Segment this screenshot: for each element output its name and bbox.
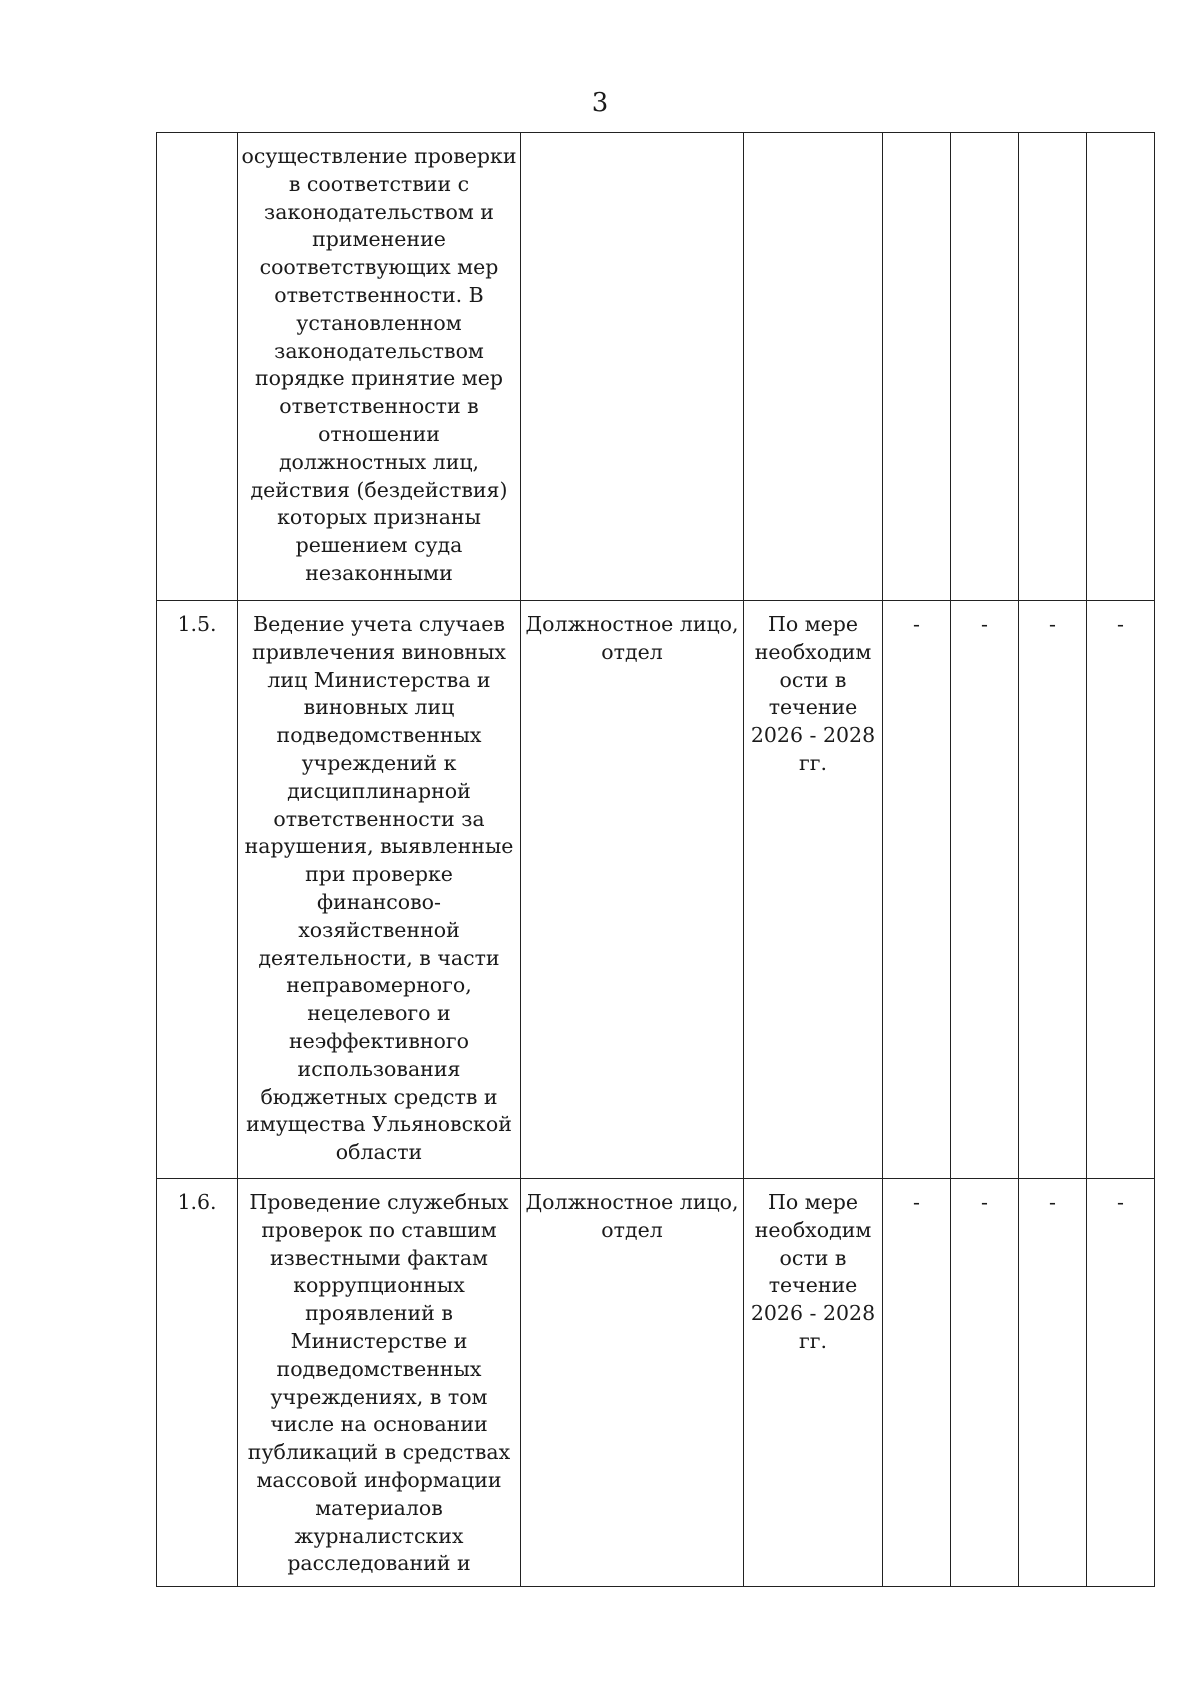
activity-cell: Ведение учета случаев привлечения виновных лиц Министерства и виновных лиц подведомственных учреждений к дисциплинарной ответственности за нарушения, выявленные при проверке финансово- хозяйственной деятельности, в части неправомерного, нецелевого и неэффективного использования бюджетных средств и имущества Ульяновской области — [238, 601, 521, 1179]
term-cell: По мере необходим ости в течение 2026 - 2028 гг. — [744, 601, 883, 1179]
measures-table — [156, 132, 1155, 1587]
term-cell — [744, 133, 883, 601]
table-row — [157, 133, 1155, 601]
table-row — [157, 601, 1155, 1179]
value-cell-3 — [1019, 133, 1087, 601]
activity-cell: Проведение служебных проверок по ставшим известными фактам коррупционных проявлений в Министерстве и подведомственных учреждениях, в том числе на основании публикаций в средствах массовой информации материалов журналистских расследований и — [238, 1179, 521, 1587]
value-cell-2: - — [951, 1179, 1019, 1587]
value-cell-1: - — [883, 1179, 951, 1587]
responsible-cell — [521, 133, 744, 601]
value-cell-1: - — [883, 601, 951, 1179]
page-number: 3 — [591, 88, 609, 118]
term-cell: По мере необходим ости в течение 2026 - 2028 гг. — [744, 1179, 883, 1587]
table-row — [157, 1179, 1155, 1587]
value-cell-4: - — [1087, 601, 1155, 1179]
value-cell-1 — [883, 133, 951, 601]
value-cell-3: - — [1019, 601, 1087, 1179]
value-cell-4: - — [1087, 1179, 1155, 1587]
value-cell-2: - — [951, 601, 1019, 1179]
row-number-cell: 1.5. — [157, 601, 238, 1179]
responsible-cell: Должностное лицо, отдел — [521, 1179, 744, 1587]
row-number-cell: 1.6. — [157, 1179, 238, 1587]
row-number-cell — [157, 133, 238, 601]
value-cell-3: - — [1019, 1179, 1087, 1587]
value-cell-2 — [951, 133, 1019, 601]
activity-cell: осуществление проверки в соответствии с законодательством и применение соответствующих мер ответственности. В установленном законодательством порядке принятие мер ответственности в отношении должностных лиц, действия (бездействия) которых признаны решением суда незаконными — [238, 133, 521, 601]
value-cell-4 — [1087, 133, 1155, 601]
responsible-cell: Должностное лицо, отдел — [521, 601, 744, 1179]
